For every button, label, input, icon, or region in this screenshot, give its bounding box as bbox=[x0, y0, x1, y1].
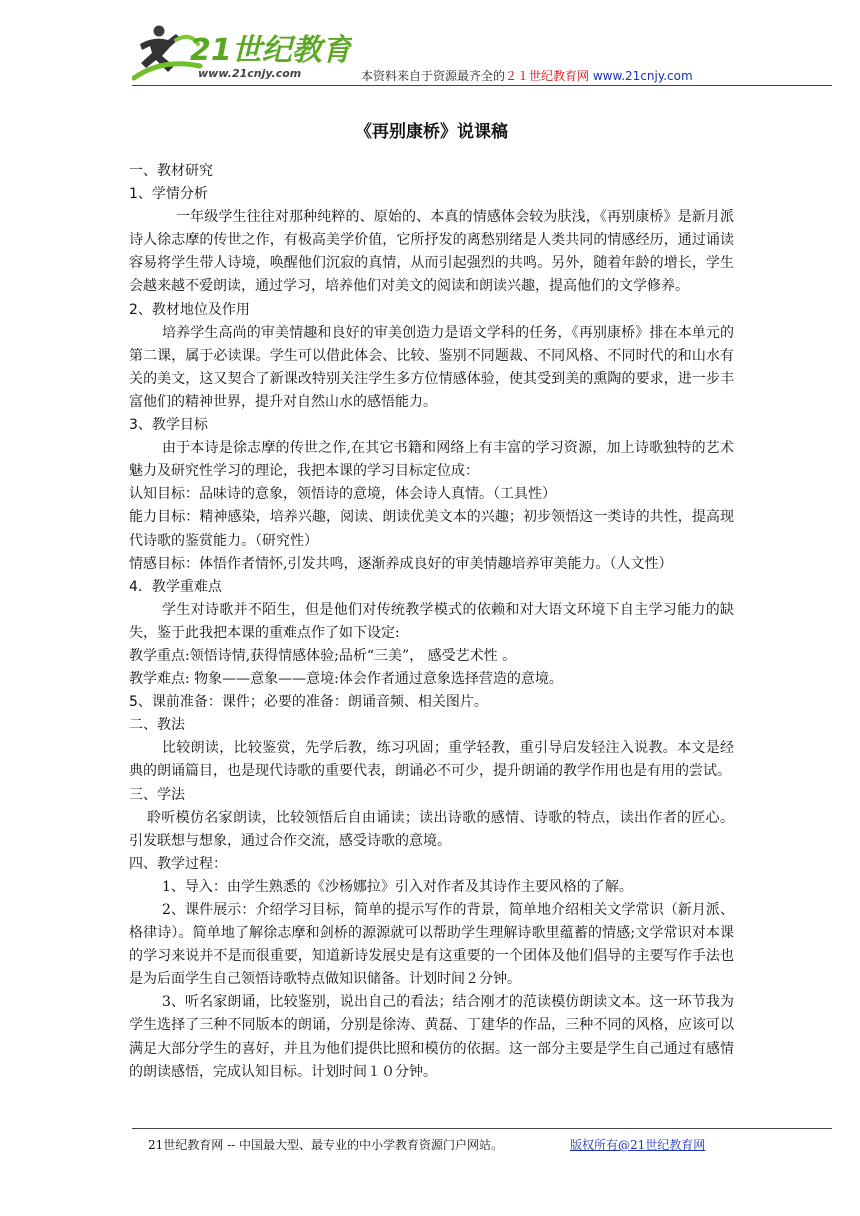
paragraph: 聆听模仿名家朗读，比较领悟后自由诵读；读出诗歌的感情、诗歌的特点，读出作者的匠心。引发联想与想象，通过合作交流，感受诗歌的意境。 bbox=[129, 809, 734, 849]
paragraph: 1、导入：由学生熟悉的《沙杨娜拉》引入对作者及其诗作主要风格的了解。 bbox=[162, 878, 633, 895]
paragraph: 能力目标：精神感染，培养兴趣，阅读、朗读优美文本的兴趣；初步领悟这一类诗的共性，提高现代诗歌的鉴赏能力。（研究性） bbox=[129, 509, 734, 549]
header-site-url[interactable]: www.21cnjy.com bbox=[592, 69, 693, 83]
paragraph: 学生对诗歌并不陌生，但是他们对传统教学模式的依赖和对大语文环境下自主学习能力的缺失，鉴于此我把本课的重难点作了如下设定: bbox=[129, 601, 734, 641]
paragraph: 2、教材地位及作用 bbox=[129, 301, 250, 318]
paragraph: 一年级学生往往对那种纯粹的、原始的、本真的情感体会较为肤浅，《再别康桥》是新月派诗人徐志摩的传世之作，有极高美学价值，它所抒发的离愁别绪是人类共同的情感经历，通过诵读容易将学生带人诗境，唤醒他们沉寂的真情，从而引起强烈的共鸣。另外，随着年龄的增长，学生会越来越不爱朗读，通过学习，培养他们对美文的阅读和朗读兴趣，提高他们的文学修养。 bbox=[129, 209, 734, 295]
page-header bbox=[132, 22, 832, 88]
logo-url: www.21cnjy.com bbox=[198, 67, 302, 80]
footer-copyright-link[interactable]: 版权所有@21世纪教育网 bbox=[570, 1138, 706, 1152]
paragraph: 一、教材研究 bbox=[129, 163, 213, 179]
header-note-prefix: 本资料来自于资源最齐全的 bbox=[361, 69, 506, 83]
paragraph: 四、教学过程： bbox=[129, 855, 227, 872]
paragraph: 5、课前准备：课件；必要的准备：朗诵音频、相关图片。 bbox=[129, 694, 488, 711]
paragraph: 3、教学目标 bbox=[129, 417, 208, 434]
paragraph: 2、课件展示：介绍学习目标，简单的提示写作的背景，简单地介绍相关文学常识（新月派、格律诗）。简单地了解徐志摩和剑桥的源源就可以帮助学生理解诗歌里蕴蓄的情感;文学常识对本课的学习来说并不是而很重要，知道新诗发展史是有这重要的一个团体及他们倡导的主要写作手法也是为后面学生自己领悟诗歌特点做知识储备。计划时间２分钟。 bbox=[129, 902, 734, 988]
document-body bbox=[129, 118, 734, 1084]
paragraph: 培养学生高尚的审美情趣和良好的审美创造力是语文学科的任务，《再别康桥》排在本单元的第二课，属于必读课。学生可以借此体会、比较、鉴别不同题裁、不同风格、不同时代的和山水有关的美文，这又契合了新课改特别关注学生多方位情感体验，使其受到美的熏陶的要求，进一步丰富他们的精神世界，提升对自然山水的感悟能力。 bbox=[129, 324, 734, 410]
footer-slogan: 21世纪教育网 -- 中国最大型、最专业的中小学教育资源门户网站。 bbox=[148, 1138, 504, 1152]
footer-divider bbox=[132, 1128, 832, 1129]
page-footer bbox=[132, 1128, 832, 1168]
paragraph: 4．教学重难点 bbox=[129, 578, 222, 595]
paragraph: 教学重点:领悟诗情,获得情感体验;品析“三美”， 感受艺术性 。 bbox=[129, 647, 517, 664]
paragraph: 由于本诗是徐志摩的传世之作,在其它书籍和网络上有丰富的学习资源，加上诗歌独特的艺术魅力及研究性学习的理论，我把本课的学习目标定位成： bbox=[129, 440, 734, 480]
paragraph: 教学难点: 物象——意象——意境:体会作者通过意象选择营造的意境。 bbox=[129, 671, 563, 688]
paragraph: 三、学法 bbox=[129, 786, 185, 803]
document-paragraphs bbox=[129, 160, 734, 1084]
document-title: 《再别康桥》说课稿 bbox=[355, 122, 508, 142]
logo-text: 21世纪教育 bbox=[190, 33, 352, 68]
paragraph: 二、教法 bbox=[129, 717, 185, 734]
paragraph: 1、学情分析 bbox=[129, 186, 208, 203]
paragraph: 比较朗读，比较鉴赏，先学后教，练习巩固；重学轻教，重引导启发轻注入说教。本文是经典的朗诵篇目，也是现代诗歌的重要代表，朗诵必不可少，提升朗诵的教学作用也是有用的尝试。 bbox=[129, 740, 734, 780]
header-divider bbox=[132, 85, 832, 86]
header-site-name[interactable]: ２１世纪教育网 bbox=[505, 69, 590, 83]
paragraph: 认知目标：品味诗的意象，领悟诗的意境，体会诗人真情。（工具性） bbox=[129, 486, 556, 503]
header-source-note bbox=[361, 67, 693, 84]
site-logo bbox=[132, 22, 352, 82]
paragraph: 3、听名家朗诵，比较鉴别，说出自己的看法；结合刚才的范读模仿朗读文本。这一环节我为学生选择了三种不同版本的朗诵，分别是徐涛、黄磊、丁建华的作品，三种不同的风格，应该可以满足大部分学生的喜好，并且为他们提供比照和模仿的依据。这一部分主要是学生自己通过有感情的朗读感悟，完成认知目标。计划时间１０分钟。 bbox=[129, 994, 734, 1080]
paragraph: 情感目标：体悟作者情怀,引发共鸣，逐渐养成良好的审美情趣培养审美能力。（人文性） bbox=[129, 555, 673, 572]
